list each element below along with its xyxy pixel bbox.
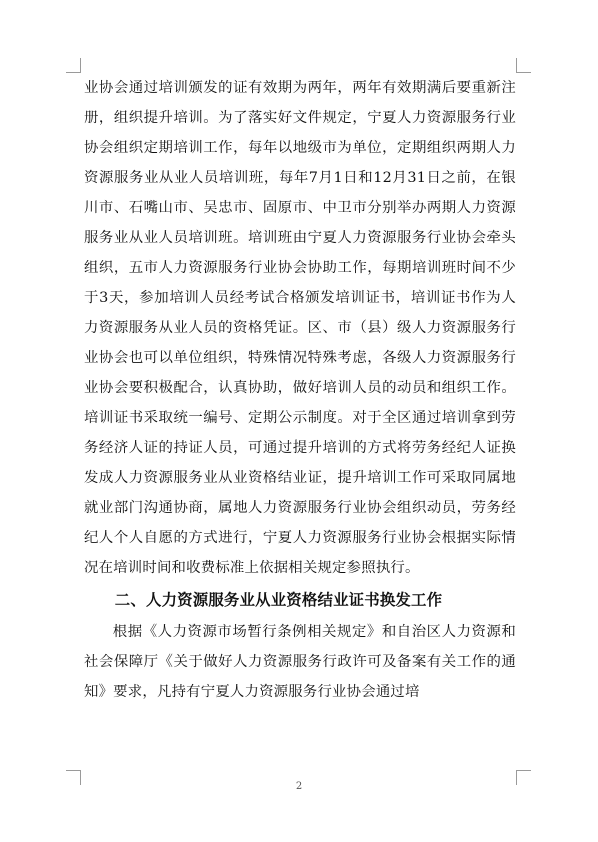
crop-mark-top-left: [66, 58, 81, 73]
crop-mark-top-right: [516, 58, 531, 73]
page-number: 2: [295, 781, 303, 792]
body-text: [84, 73, 516, 707]
paragraph-continued: 业协会通过培训颁发的证有效期为两年，两年有效期满后要重新注册，组织提升培训。为了落实好文件规定，宁夏人力资源服务行业协会组织定期培训工作，每年以地级市为单位，定期组织两期人力资源服务业从业人员培训班，每年7月1日和12月31日之前，在银川市、石嘴山市、吴忠市、固原市、中卫市分别举办两期人力资源服务业从业人员培训班。培训班由宁夏人力资源服务行业协会牵头组织，五市人力资源服务行业协会协助工作，每期培训班时间不少于3天，参加培训人员经考试合格颁发培训证书，培训证书作为人力资源服务从业人员的资格凭证。区、市（县）级人力资源服务行业协会也可以单位组织，特殊情况特殊考虑，各级人力资源服务行业协会要积极配合，认真协助，做好培训人员的动员和组织工作。培训证书采取统一编号、定期公示制度。对于全区通过培训拿到劳务经济人证的持证人员，可通过提升培训的方式将劳务经纪人证换发成人力资源服务业从业资格结业证，提升培训工作可采取同属地就业部门沟通协商，属地人力资源服务行业协会组织动员，劳务经纪人个人自愿的方式进行，宁夏人力资源服务行业协会根据实际情况在培训时间和收费标准上依据相关规定参照执行。: [84, 80, 516, 576]
paragraph: 根据《人力资源市场暂行条例相关规定》和自治区人力资源和社会保障厅《关于做好人力资源服务行政许可及备案有关工作的通知》要求，凡持有宁夏人力资源服务行业协会通过培: [84, 624, 516, 700]
section-heading: 二、人力资源服务业从业资格结业证书换发工作: [114, 591, 443, 609]
